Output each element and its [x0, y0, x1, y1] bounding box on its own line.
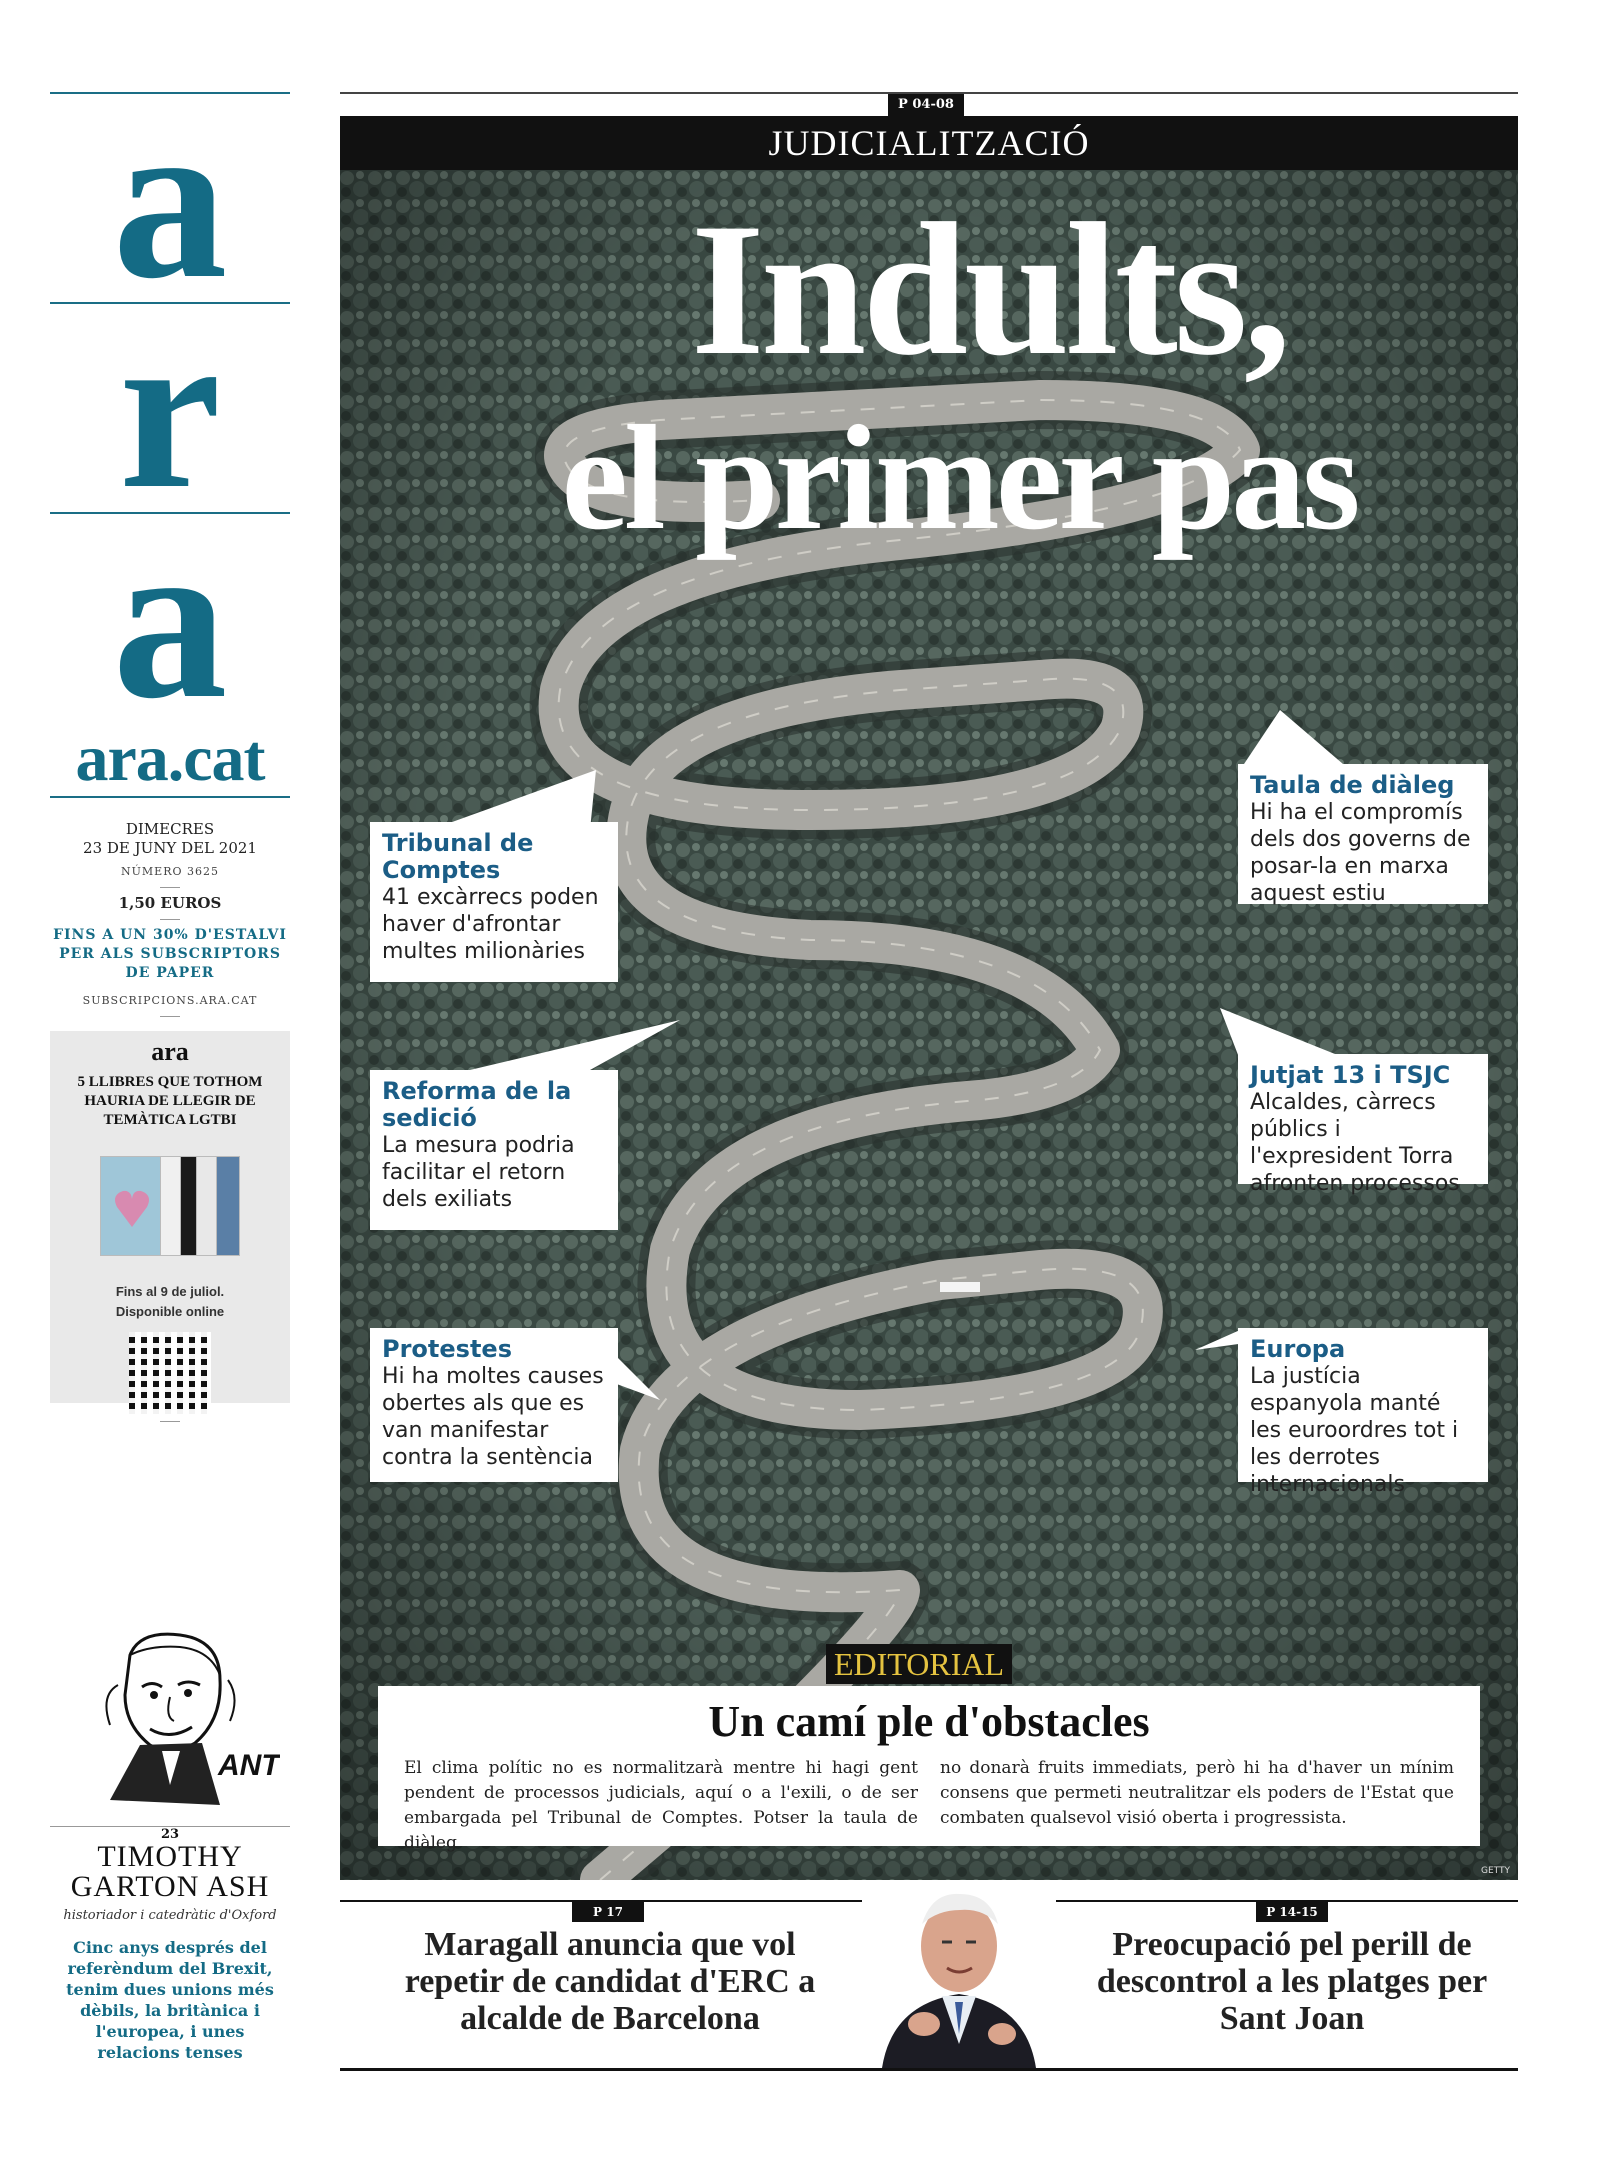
callout-tail [1240, 710, 1350, 770]
columnist-last-name: GARTON ASH [70, 1870, 270, 1903]
editorial-tag: EDITORIAL [826, 1644, 1012, 1684]
issue-price: 1,50 EUROS [118, 894, 222, 912]
ad-availability [50, 1282, 290, 1322]
ad-brand: ara [151, 1037, 189, 1066]
book-cover [160, 1156, 182, 1256]
callout-body: La mesura podria facilitar el retorn dels exiliats [382, 1133, 575, 1212]
bottom-right-page-ref: P 14-15 [1256, 1902, 1328, 1922]
columnist-caricature [70, 1625, 280, 1815]
book-cover [100, 1156, 162, 1256]
heart-icon [101, 1157, 163, 1257]
divider [160, 1421, 180, 1422]
bottom-right-headline[interactable]: Preocupació pel perill de descontrol a les platges per Sant Joan [1096, 1926, 1488, 2037]
editorial-column: no donarà fruits immediats, però hi ha d'haver un mínim consens que permeti neutralitzar els poders de l'Estat que combaten qualsevol visió oberta i progressista. [940, 1758, 1454, 1828]
callout-tail [470, 1020, 680, 1070]
editorial-column: El clima polític no es normalitzarà mentre hi hagi gent pendent de processos judicials, aquí o a l'exili, o de ser embargada pel Tribunal de Comptes. Potser la taula de diàleg [404, 1758, 918, 1853]
bottom-strip-rule [340, 2068, 1518, 2071]
issue-date: 23 DE JUNY DEL 2021 [83, 839, 257, 857]
callout-pointers [340, 170, 1518, 1880]
callout-body: La justícia espanyola manté les euroordres tot i les derrotes internacionals [1250, 1364, 1459, 1497]
editorial-box[interactable] [378, 1686, 1480, 1853]
subscription-promo[interactable]: FINS A UN 30% D'ESTALVI PER ALS SUBSCRIPTORS DE PAPER [53, 927, 287, 981]
issue-number: NÚMERO 3625 [121, 865, 219, 878]
ad-online: Disponible online [115, 1304, 225, 1319]
callout-tail [1220, 1008, 1350, 1060]
main-headline-line1: Indults, [690, 185, 1288, 395]
editorial-body [404, 1756, 1454, 1856]
ad-title: 5 LLIBRES QUE TOTHOM HAURIA DE LLEGIR DE TEMÀTICA LGTBI [77, 1074, 263, 1128]
callout-body: Alcaldes, càrrecs públics i l'expresident Torra afronten processos [1250, 1090, 1460, 1196]
svg-text:ANT: ANT [218, 1749, 280, 1782]
columnist-first-name: TIMOTHY [97, 1840, 243, 1873]
issue-weekday: DIMECRES [125, 820, 215, 838]
callout-europa[interactable] [1238, 1328, 1488, 1497]
callout-jutjat-tsjc[interactable] [1238, 1054, 1488, 1196]
callout-title: Tribunal de Comptes [382, 829, 534, 884]
feature-photo [340, 170, 1518, 1880]
left-column [50, 92, 290, 1428]
callout-body: Hi ha moltes causes obertes als que es van manifestar contra la sentència [382, 1364, 604, 1470]
ad-dates: Fins al 9 de juliol. [115, 1284, 225, 1299]
bottom-left-page-ref: P 17 [572, 1902, 644, 1922]
book-covers-image [100, 1156, 240, 1260]
masthead-letter-a2: a [112, 514, 228, 722]
subscription-url[interactable]: SUBSCRIPCIONS.ARA.CAT [82, 994, 258, 1007]
callout-taula-dialeg[interactable] [1238, 764, 1488, 904]
callout-body: Hi ha el compromís dels dos governs de posar-la en marxa aquest estiu [1250, 800, 1471, 906]
callout-title: Taula de diàleg [1250, 771, 1455, 799]
book-cover [196, 1156, 218, 1256]
columnist-blurb: Cinc anys després del referèndum del Brexit, tenim dues unions més dèbils, la britànica i l'europea, i unes relacions tenses [66, 1938, 274, 2062]
callout-tribunal-comptes[interactable] [370, 822, 618, 982]
section-header: JUDICIALITZACIÓ [340, 116, 1518, 170]
columnist-name [50, 1842, 290, 1902]
main-headline-line2: el primer pas [561, 395, 1357, 561]
callout-protestes[interactable] [370, 1328, 618, 1482]
divider [160, 887, 180, 888]
callout-tail [430, 770, 596, 830]
qr-code-icon[interactable] [129, 1332, 211, 1414]
callout-title: Protestes [382, 1335, 512, 1363]
maragall-photo [862, 1884, 1056, 2068]
divider [160, 919, 180, 920]
feature-page-ref: P 04-08 [888, 94, 964, 116]
book-promo-ad[interactable] [50, 1031, 290, 1403]
masthead-letter-a: a [112, 94, 228, 302]
callout-title: Jutjat 13 i TSJC [1250, 1061, 1451, 1089]
callout-title: Europa [1250, 1335, 1346, 1363]
columnist-teaser[interactable] [50, 1826, 290, 2063]
masthead-url[interactable]: ara.cat [75, 722, 265, 795]
masthead-bottom-rule [50, 796, 290, 798]
photo-credit: GETTY [1481, 1866, 1510, 1876]
book-cover [216, 1156, 240, 1256]
divider [160, 1016, 180, 1017]
columnist-page: 23 [160, 1827, 180, 1842]
columnist-role: historiador i catedràtic d'Oxford [63, 1908, 277, 1923]
bottom-left-headline[interactable]: Maragall anuncia que vol repetir de candidat d'ERC a alcalde de Barcelona [404, 1926, 816, 2037]
masthead-letter-r: r [118, 304, 222, 512]
editorial-title: Un camí ple d'obstacles [708, 1697, 1150, 1746]
callout-reforma-sedicio[interactable] [370, 1070, 618, 1230]
callout-title: Reforma de la sedició [382, 1077, 572, 1132]
callout-body: 41 excàrrecs poden haver d'afrontar multes milionàries [382, 885, 599, 964]
